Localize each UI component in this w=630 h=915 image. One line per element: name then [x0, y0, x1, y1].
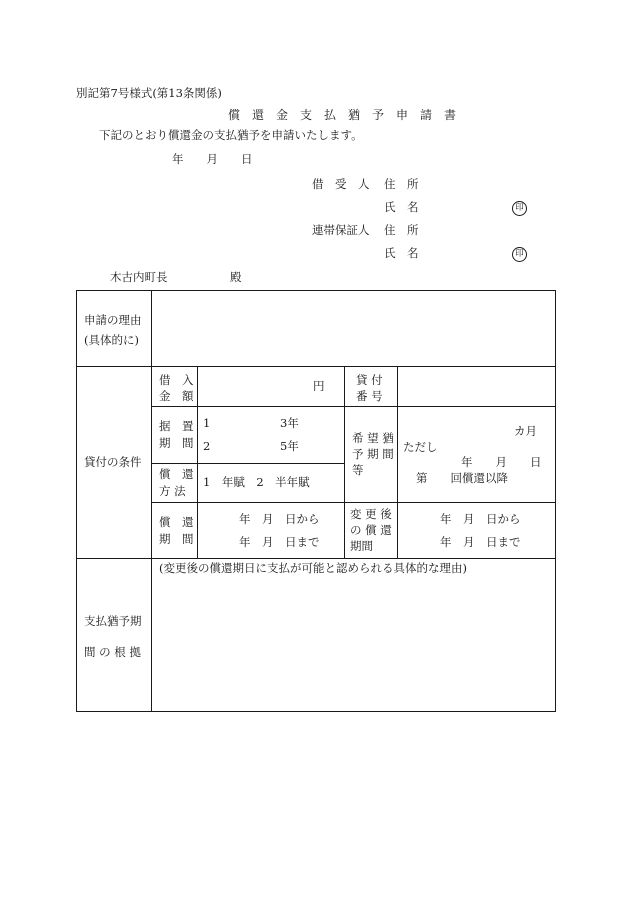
document-title: 償 還 金 支 払 猶 予 申 請 書: [228, 108, 457, 122]
repayment-method-label-2: 方 法: [159, 484, 186, 498]
grace-period-label-2: 期 間: [159, 436, 194, 450]
reason-label: 申請の理由: [84, 313, 142, 327]
form-reference: 別記第7号様式(第13条関係): [76, 86, 222, 100]
guarantor-label: 連帯保証人: [312, 223, 370, 237]
borrower-label: 借 受 人: [312, 177, 370, 191]
row-divider: [151, 463, 345, 464]
loan-amount-unit: 円: [313, 379, 325, 393]
grace-option-2-number: 2: [203, 439, 211, 453]
repayment-period-to: 年 月 日まで: [239, 535, 320, 549]
reason-sublabel: (具体的に): [84, 333, 139, 347]
row-divider: [77, 558, 555, 559]
guarantor-address-label: 住 所: [384, 223, 419, 237]
col-divider: [397, 366, 398, 558]
grace-option-1-number: 1: [203, 416, 211, 430]
basis-note: (変更後の償還期日に支払が可能と認められる具体的な理由): [159, 561, 467, 575]
desired-period-label-2: 予 期 間: [352, 447, 394, 461]
repayment-period-label-2: 期 間: [159, 532, 194, 546]
repayment-period-from: 年 月 日から: [239, 512, 320, 526]
desired-period-label: 希 望 猶: [352, 431, 394, 445]
grace-option-1-value: 3年: [280, 416, 299, 430]
loan-amount-label: 借 入: [159, 373, 194, 387]
row-divider: [151, 502, 555, 503]
intro-text: 下記のとおり償還金の支払猶予を申請いたします。: [99, 128, 363, 142]
date-line: 年 月 日: [172, 152, 253, 166]
loan-amount-label-2: 金 額: [159, 389, 194, 403]
desired-date: 年 月 日: [461, 455, 542, 469]
changed-period-to: 年 月 日まで: [440, 535, 521, 549]
addressee-honorific: 殿: [230, 270, 242, 284]
borrower-seal-icon: 印: [512, 201, 527, 216]
loan-number-label: 貸 付: [356, 373, 383, 387]
basis-label: 支払猶予期: [84, 614, 142, 628]
grace-period-label: 据 置: [159, 419, 194, 433]
col-divider: [344, 366, 345, 558]
addressee-name: 木古内町長: [110, 270, 168, 284]
application-form-table: [76, 290, 556, 712]
changed-period-label: 変 更 後: [350, 507, 392, 521]
desired-months: カ月: [514, 424, 537, 438]
repayment-period-label: 償 還: [159, 515, 194, 529]
guarantor-seal-icon: 印: [512, 247, 527, 262]
loan-number-label-2: 番 号: [356, 389, 383, 403]
changed-period-label-2: の 償 還: [350, 523, 392, 537]
col-divider: [151, 291, 152, 711]
guarantor-name-label: 氏 名: [384, 246, 419, 260]
row-divider: [77, 366, 555, 367]
grace-option-2-value: 5年: [280, 439, 299, 453]
col-divider: [197, 366, 198, 558]
changed-period-label-3: 期間: [350, 539, 373, 553]
desired-from-nth: 第 回償還以降: [416, 471, 508, 485]
repayment-method-label: 償 還: [159, 467, 194, 481]
desired-proviso: ただし: [403, 440, 438, 454]
changed-period-from: 年 月 日から: [440, 512, 521, 526]
desired-period-label-3: 等: [352, 463, 364, 477]
row-divider: [151, 406, 555, 407]
loan-conditions-label: 貸付の条件: [84, 455, 142, 469]
borrower-name-label: 氏 名: [384, 200, 419, 214]
borrower-address-label: 住 所: [384, 177, 419, 191]
basis-label-2: 間 の 根 拠: [84, 645, 141, 659]
repayment-method-options: 1 年賦 2 半年賦: [203, 475, 310, 489]
